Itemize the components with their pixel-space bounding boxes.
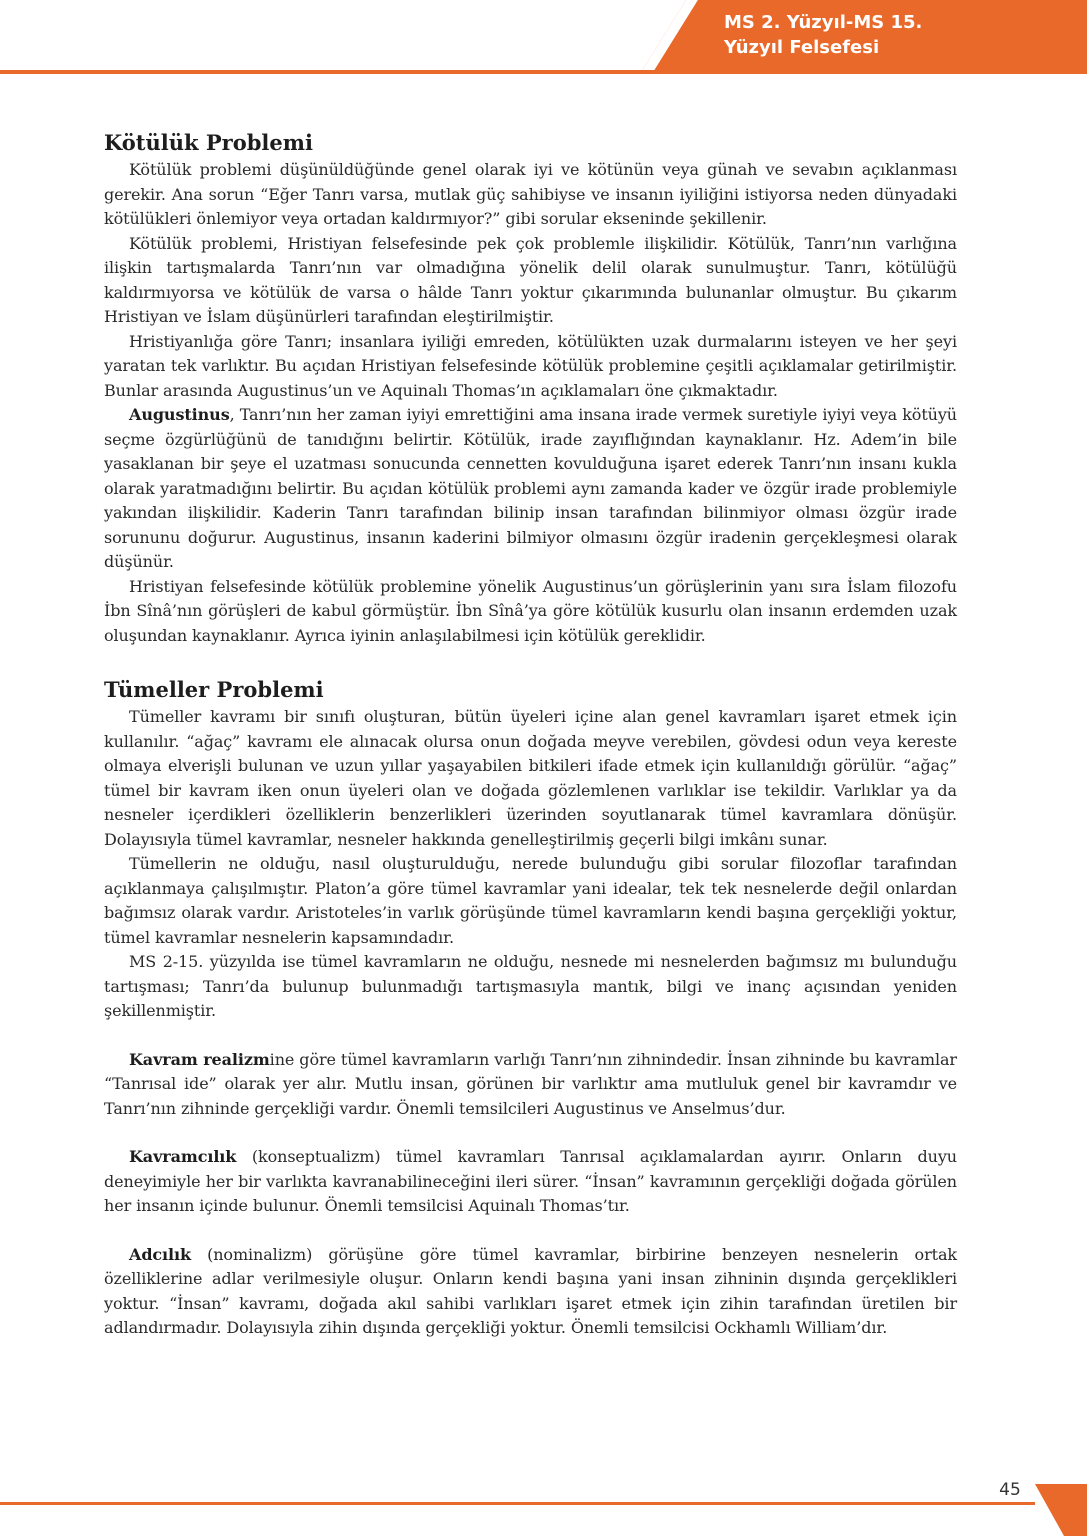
term-concept-realism: Kavram realizm xyxy=(129,1049,270,1069)
paragraph: Hristiyan felsefesinde kötülük problemine yönelik Augustinus’un görüşlerinin yanı sıra İslam filozofu İbn Sînâ’nın görüşleri de kabul görmüştür. İbn Sînâ’ya göre kötülük kusurlu olan insanın erdemden uzak oluşundan kaynaklanır. Ayrıca iyinin anlaşılabilmesi için kötülük gereklidir. xyxy=(104,576,957,645)
paragraph-text: (nominalizm) görüşüne göre tümel kavramlar, birbirine benzeyen nesnelerin ortak özelliklerine adlar verilmesiyle oluşur. Onların kendi başına yani insan zihninin dışında gerçeklikleri yoktur. “İnsan” kavramı, doğada akıl sahibi varlıkları işaret etmek için zihin tarafından üretilen bir adlandırmadır. Dolayısıyla zihin dışında gerçekliği yoktur. Önemli temsilcisi Ockhamlı William’dır. xyxy=(104,1244,957,1337)
paragraph: Hristiyanlığa göre Tanrı; insanlara iyiliği emreden, kötülükten uzak durmalarını isteyen ve her şeyi yaratan tek varlıktır. Bu açıdan Hristiyan felsefesinde kötülük problemine çeşitli açıklamalar getirilmiştir. Bunlar arasında Augustinus’un ve Aquinalı Thomas’ın açıklamaları öne çıkmaktadır. xyxy=(104,331,957,400)
paragraph: MS 2-15. yüzyılda ise tümel kavramların ne olduğu, nesnede mi nesnelerden bağımsız mı bulunduğu tartışması; Tanrı’da bulunup bulunmadığı tartışmasıyla mantık, bilgi ve inanç açısından yeniden şekillenmiştir. xyxy=(104,952,957,1020)
paragraph-text: ine göre tümel kavramların varlığı Tanrı’nın zihnindedir. İnsan zihninde bu kavramlar “Tanrısal ide” olarak yer alır. Mutlu insan, görünen bir varlıktır ama mutluluk genel bir kavramdır ve Tanrı’nın zihninde gerçekliği vardır. Önemli temsilcileri Augustinus ve Anselmus’dur. xyxy=(104,1049,957,1118)
term-nominalism: Adcılık xyxy=(129,1244,191,1264)
page-content xyxy=(104,128,957,1341)
section-heading-universals: Tümeller Problemi xyxy=(104,677,324,702)
paragraph xyxy=(104,1243,957,1341)
chapter-title xyxy=(724,10,1074,60)
paragraph xyxy=(104,1048,957,1122)
term-augustinus: Augustinus xyxy=(129,405,230,424)
chapter-title-line1: MS 2. Yüzyıl-MS 15. xyxy=(724,12,923,33)
paragraph-text: , Tanrı’nın her zaman iyiyi emrettiğini ama insana irade vermek suretiyle iyiyi veya kötüyü seçme özgürlüğünü de tanıdığını belirtir. Kötülük, irade zayıflığından kaynaklanır. Hz. Adem’in bile yasaklanan bir şeye el uzatması sonucunda cennetten kovulduğuna işaret ederek Tanrı’nın insanı kukla olarak yaratmadığını belirtir. Bu açıdan kötülük problemi aynı zamanda kader ve özgür irade problemiyle yakından ilişkilidir. Kaderin Tanrı tarafından bilinip insan tarafından bilinmiyor olması özgür irade sorununu doğurur. Augustinus, insanın kaderini bilmiyor olmasını özgür iradenin gerçekleşmesi olarak düşünür. xyxy=(104,405,957,571)
paragraph xyxy=(104,1145,957,1219)
term-conceptualism: Kavramcılık xyxy=(129,1147,237,1166)
paragraph-text: (konseptualizm) tümel kavramları Tanrısal açıklamalardan ayırır. Onların duyu deneyimiyle her bir varlıkta kavranabilineceğini ileri sürer. “İnsan” kavramının gerçekliği doğada görülen her insanın içinde bulunur. Önemli temsilcisi Aquinalı Thomas’tır. xyxy=(104,1147,957,1215)
paragraph: Tümeller kavramı bir sınıfı oluşturan, bütün üyeleri içine alan genel kavramları işaret etmek için kullanılır. “ağaç” kavramı ele alınacak olursa onun doğada meyve verebilen, gövdesi odun veya kereste olmaya elverişli bulunan ve uzun yıllar yaşayabilen bitkileri ifade etmek için kullanıldığı görülür. “ağaç” tümel bir kavram iken onun üyeleri olan ve doğada gözlemlenen varlıklar ise tekildir. Varlıklar ya da nesneler içerdikleri özelliklerin benzerlikleri üzerinden soyutlanarak tümel kavramlara dönüşür. Dolayısıyla tümel kavramlar, nesneler hakkında genelleştirilmiş geçerli bilgi imkânı sunar. xyxy=(104,707,957,849)
section-heading-evil: Kötülük Problemi xyxy=(104,130,313,155)
paragraph: Tümellerin ne olduğu, nasıl oluşturulduğu, nerede bulunduğu gibi sorular filozoflar tarafından açıklanmaya çalışılmıştır. Platon’a göre tümel kavramlar yani idealar, tek tek nesnelerde değil onlardan bağımsız olarak vardır. Aristoteles’in varlık görüşünde tümel kavramların kendi başına gerçekliği yoktur, tümel kavramlar nesnelerin kapsamındadır. xyxy=(104,854,957,947)
chapter-title-line2: Yüzyıl Felsefesi xyxy=(724,37,880,58)
paragraph xyxy=(104,403,957,575)
paragraph: Kötülük problemi düşünüldüğünde genel olarak iyi ve kötünün veya günah ve sevabın açıklanması gerekir. Ana sorun “Eğer Tanrı varsa, mutlak güç sahibiyse ve insanın iyiliğini istiyorsa neden dünyadaki kötülükleri önlemiyor veya ortadan kaldırmıyor?” gibi sorular ekseninde şekillenir. xyxy=(104,160,957,228)
paragraph: Kötülük problemi, Hristiyan felsefesinde pek çok problemle ilişkilidir. Kötülük, Tanrı’nın varlığına ilişkin tartışmalarda Tanrı’nın var olmadığına yönelik delil olarak sunulmuştur. Tanrı, kötülüğü kaldırmıyorsa ve kötülük de varsa o hâlde Tanrı yoktur çıkarımında bulunanlar olmuştur. Bu çıkarım Hristiyan ve İslam düşünürleri tarafından eleştirilmiştir. xyxy=(104,233,957,326)
footer-tab-shape xyxy=(0,1470,1087,1536)
page-number: 45 xyxy=(999,1480,1021,1500)
